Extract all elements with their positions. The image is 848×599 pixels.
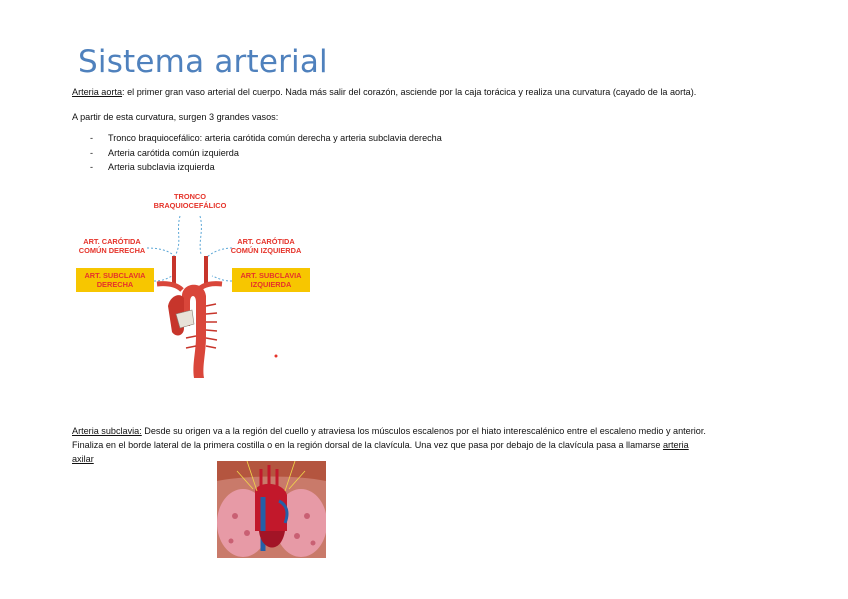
label-carotida-der: ART. CARÓTIDA xyxy=(83,237,141,246)
list-item: - Arteria subclavia izquierda xyxy=(90,162,215,172)
aortic-arch-diagram xyxy=(72,186,322,381)
axilar-link: arteria xyxy=(662,440,689,450)
label-subclavia-izq-2: IZQUIERDA xyxy=(250,280,292,289)
label-tronco-2: BRAQUIOCEFÁLICO xyxy=(153,201,227,210)
label-carotida-izq-2: COMÚN IZQUIERDA xyxy=(230,246,302,255)
intro-paragraph: A partir de esta curvatura, surgen 3 grandes vasos: xyxy=(72,112,279,122)
label-carotida-izq: ART. CARÓTIDA xyxy=(237,237,295,246)
aorta-paragraph xyxy=(72,85,696,99)
page-title: Sistema arterial xyxy=(78,44,328,80)
list-item: - Tronco braquiocefálico: arteria carótida común derecha y arteria subclavia derecha xyxy=(90,133,442,143)
subclavia-paragraph-3 xyxy=(72,452,94,466)
thorax-illustration xyxy=(217,461,326,558)
leader-lines xyxy=(147,216,232,281)
label-tronco: TRONCO xyxy=(173,192,207,201)
label-subclavia-der: ART. SUBCLAVIA xyxy=(84,271,146,280)
axilar-link-2: axilar xyxy=(72,454,94,464)
label-carotida-der-2: COMÚN DERECHA xyxy=(78,246,146,255)
subclavia-paragraph-1: Arteria subclavia: Desde su origen va a la región del cuello y atraviesa los músculos escalenos por el hiato interescalénico entre el escaleno medio y anterior. xyxy=(72,426,706,436)
subclavia-paragraph-2: Finaliza en el borde lateral de la primera costilla o en la región dorsal de la clavícula. Una vez que pasa por debajo de la clavícula pasa a llamarse arteria xyxy=(72,440,689,450)
label-subclavia-izq: ART. SUBCLAVIA xyxy=(240,271,302,280)
vessel-list xyxy=(90,131,442,175)
list-item: - Arteria carótida común izquierda xyxy=(90,147,239,158)
label-subclavia-der-2: DERECHA xyxy=(96,280,134,289)
aorta-term: Arteria aorta xyxy=(72,87,123,97)
subclavia-term: Arteria subclavia: xyxy=(72,426,142,436)
aorta-text: : el primer gran vaso arterial del cuerpo. Nada más salir del corazón, asciende por la caja torácica y realiza una curvatura (cayado de la aorta). xyxy=(122,87,697,97)
